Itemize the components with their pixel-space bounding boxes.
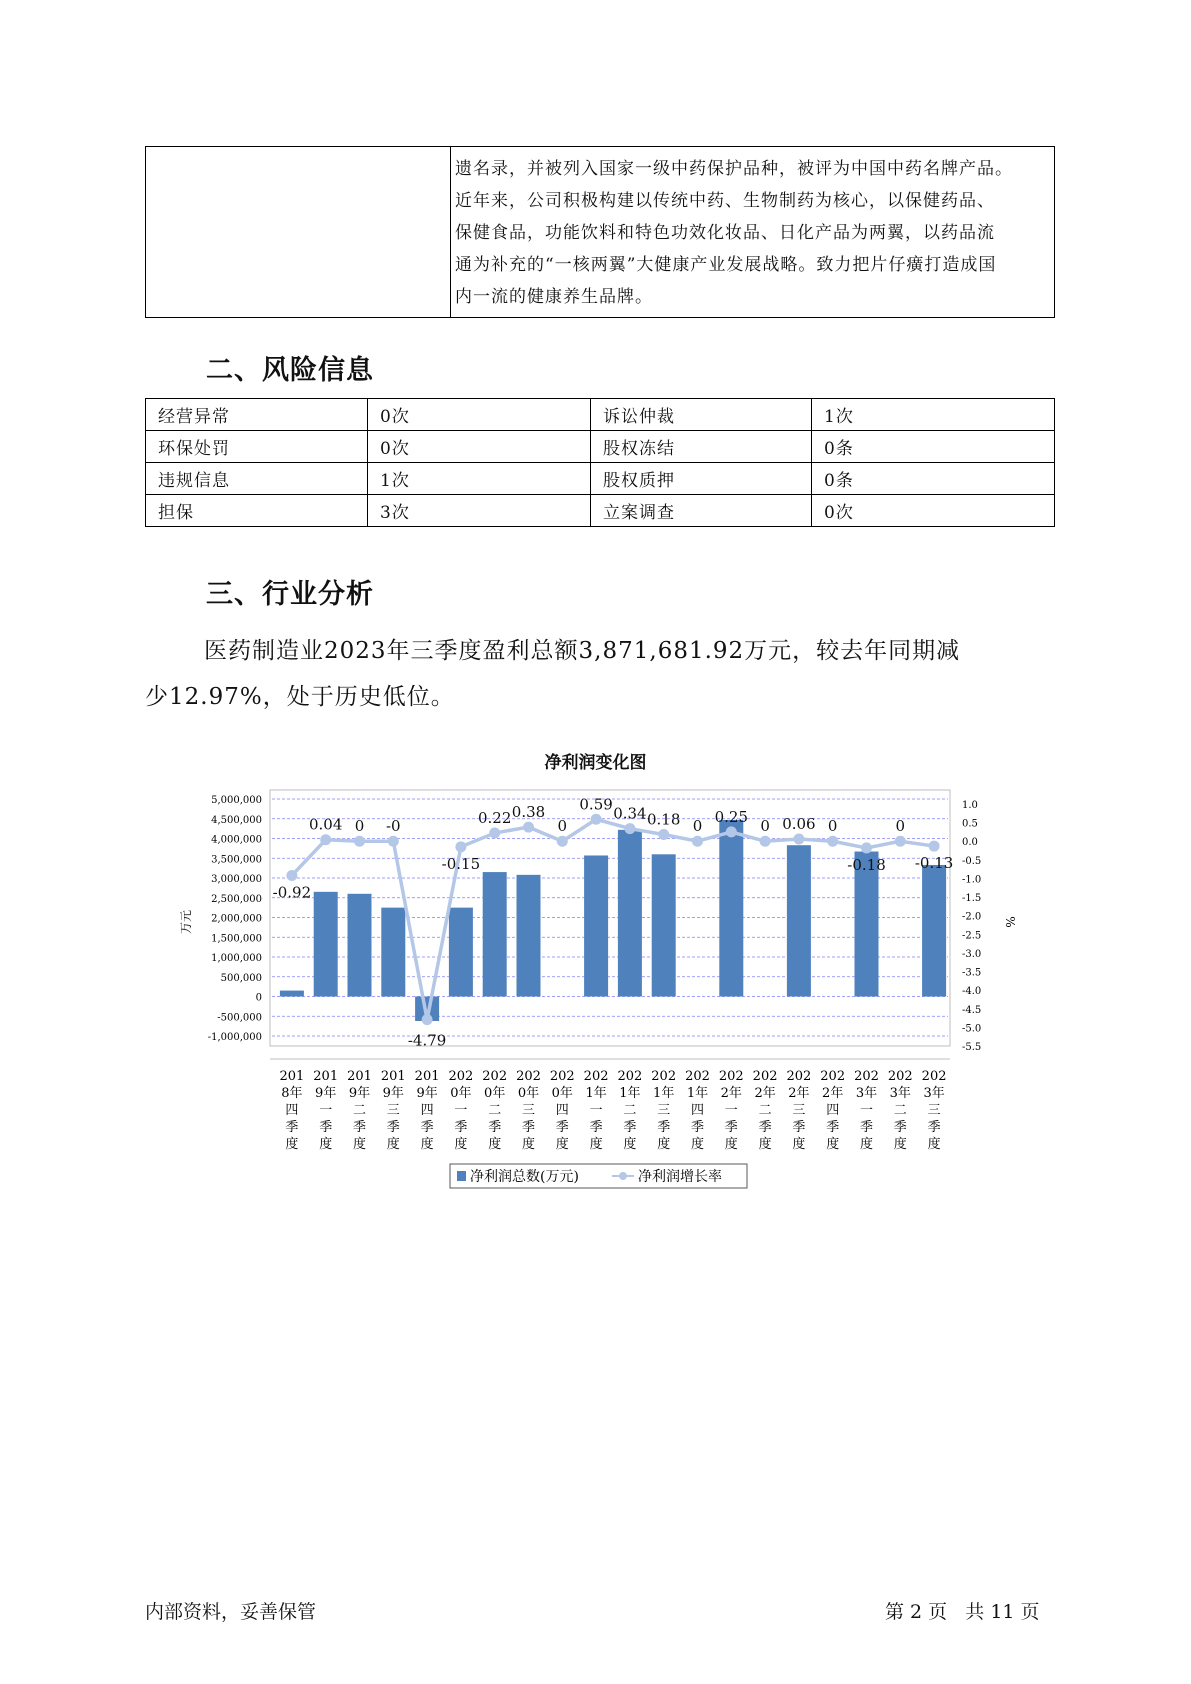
left-tick-label: 4,000,000 [211, 834, 262, 846]
legend-bar-label: 净利润总数(万元) [470, 1169, 579, 1185]
risk-value: 0次 [368, 399, 591, 431]
line-point [286, 870, 297, 881]
legend-bar-swatch [457, 1171, 466, 1181]
category-label: 度 [927, 1137, 941, 1152]
left-tick-label: -1,000,000 [207, 1032, 262, 1043]
category-label: 季 [792, 1120, 806, 1135]
intro-line: 保健食品，功能饮料和特色功效化妆品、日化产品为两翼，以药品流 [455, 223, 995, 243]
category-label: 四 [555, 1103, 569, 1118]
category-label: 8年 [281, 1086, 303, 1101]
category-label: 0年 [450, 1086, 472, 1101]
risk-value: 1次 [812, 399, 1055, 431]
category-label: 201 [414, 1069, 440, 1084]
data-label: 0 [895, 817, 906, 836]
category-label: 9年 [315, 1086, 337, 1101]
right-tick-label: -3.5 [962, 967, 982, 979]
right-axis-label: % [1003, 916, 1017, 928]
category-label: 度 [420, 1137, 434, 1152]
bar [449, 908, 473, 997]
line-point [760, 836, 771, 847]
category-label: 季 [623, 1120, 637, 1135]
data-label: 0 [692, 817, 703, 836]
category-label: 二 [352, 1103, 367, 1118]
category-label: 度 [657, 1137, 671, 1152]
category-label: 季 [927, 1120, 941, 1135]
category-label: 2年 [720, 1086, 742, 1101]
category-label: 四 [420, 1103, 434, 1118]
category-label: 季 [589, 1120, 603, 1135]
category-label: 二 [758, 1103, 772, 1118]
category-label: 201 [347, 1069, 372, 1084]
data-label: 0.59 [579, 795, 613, 814]
bar [483, 872, 507, 996]
category-label: 季 [420, 1120, 434, 1135]
category-label: 0年 [551, 1086, 573, 1101]
data-label: 0 [557, 817, 568, 836]
category-label: 201 [279, 1069, 305, 1084]
category-label: 三 [386, 1103, 400, 1118]
right-tick-label: -5.0 [962, 1023, 982, 1035]
category-label: 度 [893, 1137, 907, 1152]
bar [314, 892, 338, 997]
right-tick-label: 0.5 [962, 818, 978, 830]
left-tick-label: 0 [255, 992, 262, 1004]
data-label: -0.15 [441, 854, 481, 873]
line-point [455, 841, 466, 852]
risk-label: 股权质押 [591, 463, 812, 495]
category-label: 三 [657, 1103, 671, 1118]
category-label: 2年 [754, 1086, 776, 1101]
category-label: 1年 [653, 1086, 675, 1101]
category-label: 季 [454, 1120, 468, 1135]
category-label: 202 [617, 1069, 643, 1084]
category-label: 一 [454, 1103, 468, 1118]
legend-line-label: 净利润增长率 [638, 1169, 722, 1185]
category-label: 202 [718, 1069, 744, 1084]
data-label: -0.18 [847, 855, 886, 874]
category-label: 季 [826, 1120, 840, 1135]
category-label: 202 [516, 1069, 541, 1084]
category-label: 度 [352, 1137, 367, 1152]
category-label: 3年 [889, 1086, 911, 1101]
left-tick-label: 2,000,000 [211, 913, 262, 925]
bar [584, 855, 608, 996]
category-label: 四 [690, 1103, 705, 1118]
line-point [388, 836, 399, 847]
right-tick-label: -4.0 [962, 986, 982, 998]
section-heading-risk: 二、风险信息 [206, 355, 374, 386]
category-label: 度 [386, 1137, 400, 1152]
category-label: 二 [488, 1103, 502, 1118]
category-label: 一 [589, 1103, 603, 1118]
category-labels [279, 1069, 946, 1152]
bar [652, 854, 676, 996]
plot-frame [270, 790, 950, 1046]
category-label: 度 [623, 1137, 637, 1152]
risk-label: 违规信息 [146, 463, 368, 495]
category-label: 0年 [517, 1086, 540, 1101]
data-label: -0 [385, 817, 401, 836]
legend-line-marker [619, 1172, 627, 1180]
category-label: 季 [690, 1120, 705, 1135]
data-label: 0.38 [511, 803, 546, 822]
intro-line: 遗名录，并被列入国家一级中药保护品种，被评为中国中药名牌产品。 [455, 159, 1013, 179]
data-label: 0.18 [646, 810, 681, 829]
risk-value: 0条 [812, 463, 1055, 495]
data-label: -0.13 [914, 854, 954, 873]
risk-label: 环保处罚 [146, 431, 368, 463]
risk-label: 担保 [146, 495, 368, 527]
right-tick-label: -1.0 [962, 874, 982, 886]
line-point [591, 814, 602, 825]
category-label: 度 [724, 1137, 738, 1152]
bar [618, 830, 642, 997]
category-label: 202 [651, 1069, 677, 1084]
intro-line: 通为补充的“一核两翼”大健康产业发展战略。致力把片仔癀打造成国 [455, 255, 997, 275]
category-label: 1年 [619, 1086, 641, 1101]
category-label: 季 [555, 1120, 569, 1135]
bar [787, 845, 811, 996]
line-point [861, 842, 872, 853]
left-axis-ticks [208, 795, 262, 1043]
category-label: 四 [285, 1103, 299, 1118]
category-label: 度 [826, 1137, 840, 1152]
category-label: 四 [826, 1103, 840, 1118]
data-label: -4.79 [407, 1031, 447, 1050]
category-label: 202 [887, 1069, 913, 1084]
category-label: 一 [319, 1103, 333, 1118]
line-point [929, 841, 940, 852]
data-label: 0 [760, 817, 770, 836]
category-label: 202 [482, 1069, 508, 1084]
category-label: 季 [386, 1120, 400, 1135]
category-label: 3年 [923, 1086, 945, 1101]
category-label: 201 [380, 1069, 406, 1084]
footer-page-number: 第 2 页 共 11 页 [885, 1601, 1040, 1623]
category-label: 3年 [855, 1086, 878, 1101]
industry-text-line: 少12.97%，处于历史低位。 [145, 684, 455, 710]
right-tick-label: -2.0 [962, 911, 982, 923]
line-point [658, 829, 669, 840]
category-label: 度 [319, 1137, 333, 1152]
category-label: 1年 [686, 1086, 709, 1101]
right-axis-ticks [962, 800, 981, 1053]
chart-title: 净利润变化图 [544, 753, 647, 773]
category-label: 季 [285, 1120, 299, 1135]
bar [348, 894, 372, 997]
category-label: 0年 [484, 1086, 506, 1101]
left-tick-label: 3,000,000 [211, 874, 262, 885]
left-axis-label: 万元 [179, 909, 193, 935]
right-tick-label: -1.5 [962, 893, 982, 905]
chart-legend [450, 1164, 747, 1188]
data-label: -0.92 [272, 883, 312, 902]
left-tick-label: 1,000,000 [211, 953, 262, 964]
category-label: 9年 [348, 1086, 371, 1101]
category-label: 度 [792, 1137, 806, 1152]
right-tick-label: -2.5 [962, 930, 982, 942]
left-tick-label: 1,500,000 [211, 933, 262, 945]
risk-value: 0次 [812, 495, 1055, 527]
category-label: 9年 [382, 1086, 404, 1101]
category-label: 一 [724, 1103, 738, 1118]
category-label: 季 [724, 1120, 738, 1135]
category-label: 202 [854, 1069, 879, 1084]
right-tick-label: 1.0 [962, 800, 978, 811]
category-label: 202 [752, 1069, 778, 1084]
industry-text-line: 医药制造业2023年三季度盈利总额3,871,681.92万元，较去年同期减 [204, 638, 961, 664]
risk-value: 1次 [368, 463, 591, 495]
category-label: 度 [758, 1137, 772, 1152]
right-tick-label: 0.0 [962, 837, 978, 849]
category-label: 三 [521, 1103, 536, 1118]
risk-value: 0次 [368, 431, 591, 463]
line-point [895, 836, 906, 847]
category-label: 1年 [585, 1086, 607, 1101]
left-tick-label: 2,500,000 [211, 893, 262, 905]
left-tick-label: 5,000,000 [211, 795, 262, 806]
category-label: 季 [352, 1120, 367, 1135]
line-series [273, 795, 954, 1049]
category-label: 度 [555, 1137, 569, 1152]
data-label: 0 [827, 817, 838, 836]
left-tick-label: 500,000 [220, 972, 262, 984]
risk-label: 股权冻结 [591, 431, 812, 463]
line-point [726, 826, 737, 837]
data-label: 0.06 [782, 814, 816, 833]
bar [922, 865, 946, 997]
category-label: 季 [859, 1120, 874, 1135]
line-point [320, 834, 331, 845]
right-tick-label: -0.5 [962, 855, 982, 867]
intro-line: 内一流的健康养生品牌。 [455, 287, 653, 307]
bar-series [280, 820, 946, 1021]
line-point [692, 836, 703, 847]
category-label: 季 [758, 1120, 772, 1135]
bar [517, 875, 541, 997]
category-label: 一 [859, 1103, 874, 1118]
category-label: 202 [583, 1069, 609, 1084]
category-label: 202 [820, 1069, 846, 1084]
left-tick-label: 3,500,000 [211, 854, 262, 866]
left-tick-label: 4,500,000 [211, 814, 262, 826]
line-point [624, 823, 635, 834]
line-point [422, 1014, 433, 1025]
bar [719, 820, 743, 997]
category-label: 度 [521, 1137, 536, 1152]
category-label: 度 [690, 1137, 705, 1152]
category-label: 201 [313, 1069, 339, 1084]
data-label: 0.04 [308, 815, 343, 834]
risk-value: 3次 [368, 495, 591, 527]
data-label: 0.34 [613, 804, 647, 823]
category-label: 202 [685, 1069, 710, 1084]
category-label: 度 [488, 1137, 502, 1152]
category-label: 2年 [822, 1086, 844, 1101]
category-label: 季 [893, 1120, 907, 1135]
footer-confidential: 内部资料，妥善保管 [145, 1601, 317, 1623]
left-tick-label: -500,000 [217, 1012, 262, 1024]
data-label: 0.25 [714, 807, 749, 826]
section-heading-industry: 三、行业分析 [206, 579, 374, 610]
category-label: 二 [893, 1103, 907, 1118]
data-label: 0.22 [477, 809, 512, 828]
line-point [793, 833, 804, 844]
bar [280, 991, 304, 997]
category-label: 9年 [416, 1086, 438, 1101]
line-point [489, 828, 500, 839]
category-label: 季 [488, 1120, 502, 1135]
risk-label: 经营异常 [146, 399, 368, 431]
right-tick-label: -3.0 [962, 948, 982, 960]
risk-value: 0条 [812, 431, 1055, 463]
category-label: 202 [549, 1069, 575, 1084]
category-label: 202 [921, 1069, 947, 1084]
category-label: 季 [319, 1120, 333, 1135]
line-point [827, 836, 838, 847]
category-label: 2年 [788, 1086, 810, 1101]
right-tick-label: -5.5 [962, 1042, 982, 1053]
category-label: 202 [448, 1069, 474, 1084]
line-point [354, 836, 365, 847]
category-label: 三 [792, 1103, 806, 1118]
category-label: 季 [521, 1120, 536, 1135]
line-point [557, 836, 568, 847]
category-label: 度 [589, 1137, 603, 1152]
risk-label: 立案调查 [591, 495, 812, 527]
category-label: 二 [623, 1103, 637, 1118]
right-tick-label: -4.5 [962, 1004, 982, 1016]
bar [381, 908, 405, 997]
intro-line: 近年来，公司积极构建以传统中药、生物制药为核心，以保健药品、 [455, 191, 995, 211]
category-label: 度 [285, 1137, 299, 1152]
category-label: 三 [927, 1103, 941, 1118]
category-label: 202 [786, 1069, 812, 1084]
risk-label: 诉讼仲裁 [591, 399, 812, 431]
category-label: 度 [454, 1137, 468, 1152]
data-label: 0 [354, 817, 365, 836]
category-label: 度 [859, 1137, 874, 1152]
line-point [523, 822, 534, 833]
category-label: 季 [657, 1120, 671, 1135]
chart-gridlines [272, 799, 948, 1036]
